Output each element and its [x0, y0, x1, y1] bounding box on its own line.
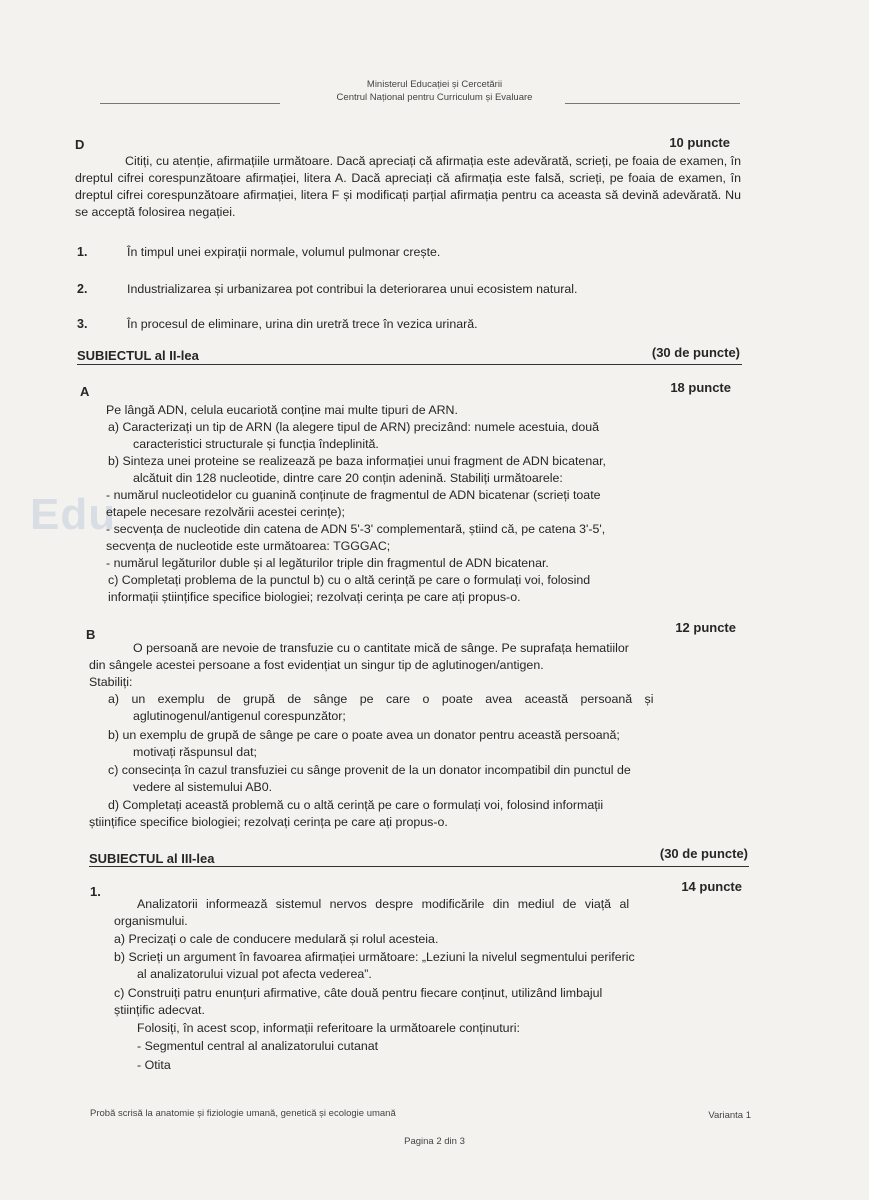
statement-1-number: 1. — [77, 245, 88, 259]
subject-2b-line: motivați răspunsul dat; — [133, 745, 257, 759]
section-d-letter: D — [75, 137, 85, 152]
statement-1-text: În timpul unei expirații normale, volumul pulmonar crește. — [127, 245, 441, 259]
subject-2a-line: - numărul legăturilor duble și al legăturilor triple din fragmentul de ADN bicatenar. — [106, 556, 549, 570]
subject-2-points: (30 de puncte) — [651, 345, 740, 360]
subject-2a-line: c) Completați problema de la punctul b) cu o altă cerință pe care o formulați voi, folosind — [108, 573, 591, 587]
header-rule-right — [565, 103, 740, 104]
subject-2-rule — [77, 364, 742, 365]
subject-3-q1-number: 1. — [90, 884, 101, 899]
header-rule-left — [100, 103, 280, 104]
subject-3-title: SUBIECTUL al III-lea — [89, 851, 215, 866]
subject-2b-line: d) Completați această problemă cu o altă cerință pe care o formulați voi, folosind informații — [108, 798, 604, 812]
subject-2a-line: etapele necesare rezolvării acestei cerințe); — [106, 505, 345, 519]
subject-2b-letter: B — [86, 627, 96, 642]
subject-3-line: științific adecvat. — [114, 1003, 205, 1017]
center-name: Centrul Național pentru Curriculum și Evaluare — [336, 92, 533, 103]
subject-3-line: organismului. — [114, 914, 188, 928]
subject-2b-line: aglutinogenul/antigenul corespunzător; — [133, 709, 346, 723]
subject-3-line: - Segmentul central al analizatorului cutanat — [137, 1039, 379, 1053]
subject-3-line: b) Scrieți un argument în favoarea afirmației următoare: „Leziuni la nivelul segmentului periferic — [114, 950, 635, 964]
footer-variant: Varianta 1 — [708, 1110, 751, 1121]
statement-2-number: 2. — [77, 282, 88, 296]
subject-3-line: a) Precizați o cale de conducere medulară și rolul acesteia. — [114, 932, 439, 946]
subject-2a-line: a) Caracterizați un tip de ARN (la alegere tipul de ARN) precizând: numele acestuia, două — [108, 420, 600, 434]
subject-2b-line: O persoană are nevoie de transfuzie cu o cantitate mică de sânge. Pe suprafața hematiilor — [133, 641, 629, 655]
subject-2a-line: b) Sinteza unei proteine se realizează pe baza informației unui fragment de ADN bicatenar, — [108, 454, 606, 468]
subject-2b-line: Stabiliți: — [89, 675, 133, 689]
subject-2b-line: b) un exemplu de grupă de sânge pe care o poate avea un donator pentru această persoană; — [108, 728, 620, 742]
footer-exam-name: Probă scrisă la anatomie și fiziologie umană, genetică și ecologie umană — [90, 1108, 396, 1119]
page-header — [0, 78, 869, 104]
subject-2b-line: vedere al sistemului AB0. — [133, 780, 273, 794]
subject-2b-line: a) un exemplu de grupă de sânge pe care o poate avea această persoană și — [108, 692, 654, 706]
subject-2a-letter: A — [80, 384, 90, 399]
subject-3-q1-points: 14 puncte — [681, 879, 742, 894]
watermark: Edu — [30, 490, 117, 539]
subject-2b-line: din sângele acestei persoane a fost evidențiat un singur tip de aglutinogen/antigen. — [89, 658, 544, 672]
statement-3-number: 3. — [77, 317, 88, 331]
ministry-name: Ministerul Educației și Cercetării — [366, 79, 503, 90]
subject-2b-points: 12 puncte — [675, 620, 736, 635]
subject-2a-line: secvența de nucleotide este următoarea: TGGGAC; — [106, 539, 391, 553]
section-d-points: 10 puncte — [669, 135, 730, 150]
subject-2-title: SUBIECTUL al II-lea — [77, 348, 199, 363]
subject-3-line: al analizatorului vizual pot afecta vederea”. — [137, 967, 372, 981]
statement-3-text: În procesul de eliminare, urina din uretră trece în vezica urinară. — [127, 317, 478, 331]
subject-3-line: Analizatorii informează sistemul nervos despre modificările din mediul de viață al — [137, 897, 630, 911]
subject-2a-line: Pe lângă ADN, celula eucariotă conține mai multe tipuri de ARN. — [106, 403, 458, 417]
section-d-intro: Citiți, cu atenție, afirmațiile următoare. Dacă apreciați că afirmația este adevărată, scrieți, pe foaia de examen, în dreptul cifrei corespunzătoare afirmației, litera A. Dacă apreciați că afirmația este falsă, scrieți, pe foaia de examen, în dreptul cifrei corespunzătoare afirmației, litera F și modificați parțial afirmația pentru ca aceasta să devină adevărată. Nu se acceptă folosirea negației. — [75, 154, 741, 219]
subject-2b-line: științifice specifice biologiei; rezolvați cerința pe care ați propus-o. — [89, 815, 448, 829]
subject-2a-line: - secvența de nucleotide din catena de ADN 5'-3' complementară, știind că, pe catena 3'-5', — [106, 522, 606, 536]
statement-2-text: Industrializarea și urbanizarea pot contribui la deteriorarea unui ecosistem natural. — [127, 282, 578, 296]
subject-2a-points: 18 puncte — [670, 380, 731, 395]
subject-2a-line: - numărul nucleotidelor cu guanină conținute de fragmentul de ADN bicatenar (scrieți toate — [106, 488, 601, 502]
subject-3-line: Folosiți, în acest scop, informații referitoare la următoarele conținuturi: — [137, 1021, 520, 1035]
subject-2a-line: caracteristici structurale și funcția îndeplinită. — [133, 437, 379, 451]
footer-page-number: Pagina 2 din 3 — [404, 1136, 465, 1147]
subject-3-line: c) Construiți patru enunțuri afirmative, câte două pentru fiecare conținut, utilizând limbajul — [114, 986, 603, 1000]
subject-2b-line: c) consecința în cazul transfuziei cu sânge provenit de la un donator incompatibil din punctul de — [108, 763, 631, 777]
subject-3-rule — [89, 866, 749, 867]
subject-3-line: - Otita — [137, 1058, 171, 1072]
subject-2a-line: informații științifice specifice biologiei; rezolvați cerința pe care ați propus-o. — [108, 590, 521, 604]
subject-3-points: (30 de puncte) — [659, 846, 748, 861]
subject-2a-line: alcătuit din 128 nucleotide, dintre care 20 conțin adenină. Stabiliți următoarele: — [133, 471, 563, 485]
